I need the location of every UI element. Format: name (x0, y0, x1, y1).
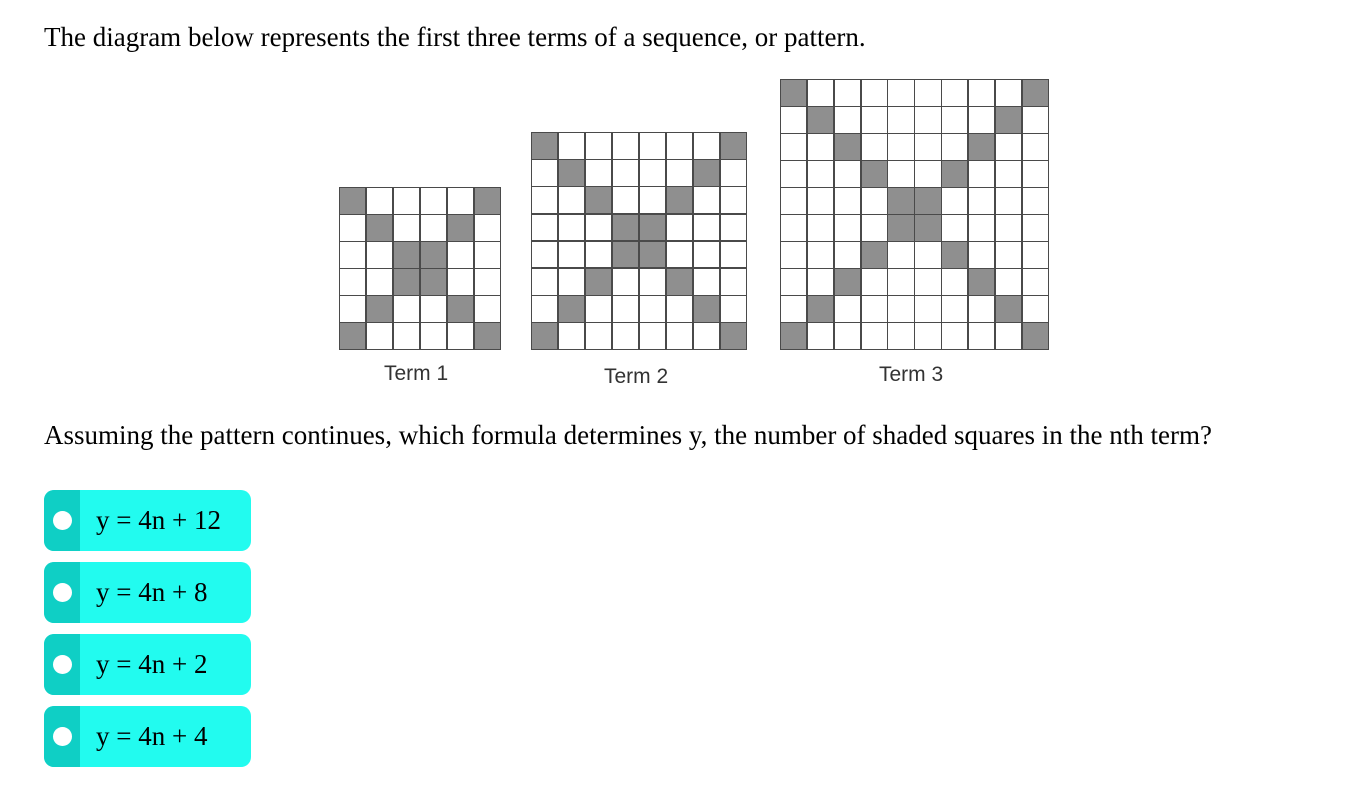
empty-square (862, 269, 887, 295)
shaded-square (694, 296, 719, 322)
empty-square (942, 107, 967, 133)
empty-square (969, 215, 994, 241)
answer-option-4[interactable] (44, 706, 251, 767)
empty-square (694, 215, 719, 241)
empty-square (969, 323, 994, 349)
shaded-square (721, 323, 746, 349)
option-label: y = 4n + 8 (96, 577, 208, 607)
radio-button[interactable] (53, 583, 72, 602)
empty-square (694, 242, 719, 268)
shaded-square (808, 296, 833, 322)
empty-square (888, 107, 913, 133)
empty-square (1023, 269, 1048, 295)
empty-square (532, 160, 557, 186)
empty-square (394, 188, 419, 214)
shaded-square (613, 242, 638, 268)
empty-square (640, 187, 665, 213)
empty-square (586, 296, 611, 322)
empty-square (613, 269, 638, 295)
question-text: Assuming the pattern continues, which formula determines y, the number of shaded squares in the nth term? (44, 420, 1212, 450)
empty-square (862, 296, 887, 322)
empty-square (475, 242, 500, 268)
answer-option-3[interactable] (44, 634, 251, 695)
empty-square (781, 269, 806, 295)
empty-square (586, 215, 611, 241)
empty-square (996, 188, 1021, 214)
empty-square (969, 188, 994, 214)
option-label: y = 4n + 2 (96, 649, 208, 679)
shaded-square (862, 161, 887, 187)
shaded-square (667, 187, 692, 213)
term-2-grid (531, 132, 747, 350)
empty-square (996, 134, 1021, 160)
empty-square (367, 188, 392, 214)
empty-square (996, 80, 1021, 106)
empty-square (969, 161, 994, 187)
radio-button[interactable] (53, 727, 72, 746)
empty-square (1023, 215, 1048, 241)
shaded-square (835, 134, 860, 160)
shaded-square (1023, 80, 1048, 106)
empty-square (915, 80, 940, 106)
empty-square (667, 242, 692, 268)
answer-option-2[interactable] (44, 562, 251, 623)
empty-square (862, 134, 887, 160)
empty-square (448, 269, 473, 295)
empty-square (559, 323, 584, 349)
empty-square (942, 188, 967, 214)
shaded-square (667, 269, 692, 295)
empty-square (667, 133, 692, 159)
empty-square (888, 242, 913, 268)
empty-square (340, 269, 365, 295)
empty-square (996, 242, 1021, 268)
empty-square (942, 134, 967, 160)
shaded-square (367, 215, 392, 241)
empty-square (835, 323, 860, 349)
empty-square (835, 242, 860, 268)
empty-square (421, 296, 446, 322)
empty-square (613, 323, 638, 349)
empty-square (613, 187, 638, 213)
empty-square (694, 269, 719, 295)
term-1-label: Term 1 (384, 362, 449, 385)
shaded-square (559, 160, 584, 186)
empty-square (721, 242, 746, 268)
answer-options (44, 490, 251, 778)
shaded-square (862, 242, 887, 268)
empty-square (721, 187, 746, 213)
empty-square (667, 296, 692, 322)
empty-square (475, 296, 500, 322)
empty-square (942, 80, 967, 106)
empty-square (942, 269, 967, 295)
empty-square (667, 323, 692, 349)
empty-square (969, 242, 994, 268)
empty-square (448, 242, 473, 268)
empty-square (448, 323, 473, 349)
shaded-square (394, 242, 419, 268)
empty-square (996, 161, 1021, 187)
empty-square (862, 323, 887, 349)
empty-square (721, 160, 746, 186)
empty-square (969, 80, 994, 106)
shaded-square (340, 323, 365, 349)
empty-square (394, 296, 419, 322)
empty-square (1023, 161, 1048, 187)
empty-square (942, 296, 967, 322)
empty-square (888, 323, 913, 349)
empty-square (835, 80, 860, 106)
shaded-square (475, 188, 500, 214)
shaded-square (942, 242, 967, 268)
empty-square (915, 242, 940, 268)
shaded-square (394, 269, 419, 295)
term-1-grid (339, 187, 501, 350)
empty-square (781, 188, 806, 214)
shaded-square (942, 161, 967, 187)
empty-square (586, 160, 611, 186)
empty-square (915, 323, 940, 349)
empty-square (532, 242, 557, 268)
empty-square (862, 80, 887, 106)
shaded-square (586, 187, 611, 213)
shaded-square (586, 269, 611, 295)
empty-square (475, 215, 500, 241)
empty-square (996, 269, 1021, 295)
empty-square (808, 188, 833, 214)
empty-square (781, 134, 806, 160)
empty-square (915, 269, 940, 295)
empty-square (559, 133, 584, 159)
empty-square (613, 160, 638, 186)
empty-square (835, 161, 860, 187)
empty-square (808, 242, 833, 268)
empty-square (559, 242, 584, 268)
empty-square (1023, 296, 1048, 322)
empty-square (808, 215, 833, 241)
shaded-square (996, 107, 1021, 133)
shaded-square (969, 134, 994, 160)
empty-square (532, 215, 557, 241)
empty-square (1023, 242, 1048, 268)
shaded-square (996, 296, 1021, 322)
empty-square (996, 215, 1021, 241)
shaded-square (367, 296, 392, 322)
shaded-square (1023, 323, 1048, 349)
shaded-square (969, 269, 994, 295)
shaded-square (613, 215, 638, 241)
empty-square (367, 269, 392, 295)
empty-square (1023, 134, 1048, 160)
empty-square (421, 215, 446, 241)
empty-square (1023, 107, 1048, 133)
empty-square (640, 296, 665, 322)
empty-square (888, 296, 913, 322)
empty-square (915, 296, 940, 322)
shaded-square (448, 215, 473, 241)
shaded-square (532, 133, 557, 159)
empty-square (888, 161, 913, 187)
empty-square (586, 242, 611, 268)
empty-square (421, 323, 446, 349)
empty-square (862, 107, 887, 133)
empty-square (888, 269, 913, 295)
empty-square (721, 215, 746, 241)
empty-square (808, 80, 833, 106)
intro-text: The diagram below represents the first three terms of a sequence, or pattern. (44, 22, 866, 52)
term-2-label: Term 2 (604, 365, 669, 388)
empty-square (996, 323, 1021, 349)
shaded-square (781, 80, 806, 106)
empty-square (586, 323, 611, 349)
shaded-square (721, 133, 746, 159)
empty-square (808, 134, 833, 160)
empty-square (915, 134, 940, 160)
empty-square (340, 296, 365, 322)
term-3-grid (780, 79, 1049, 350)
empty-square (942, 323, 967, 349)
radio-button[interactable] (53, 655, 72, 674)
empty-square (367, 242, 392, 268)
empty-square (640, 160, 665, 186)
empty-square (367, 323, 392, 349)
empty-square (942, 215, 967, 241)
empty-square (808, 269, 833, 295)
shaded-square (421, 269, 446, 295)
shaded-square (640, 242, 665, 268)
empty-square (781, 215, 806, 241)
empty-square (781, 107, 806, 133)
empty-square (808, 323, 833, 349)
empty-square (808, 161, 833, 187)
empty-square (559, 215, 584, 241)
radio-button[interactable] (53, 511, 72, 530)
shaded-square (888, 188, 913, 214)
empty-square (532, 296, 557, 322)
empty-square (835, 296, 860, 322)
empty-square (613, 296, 638, 322)
empty-square (888, 134, 913, 160)
empty-square (340, 215, 365, 241)
empty-square (835, 107, 860, 133)
shaded-square (475, 323, 500, 349)
empty-square (694, 323, 719, 349)
empty-square (559, 187, 584, 213)
shaded-square (640, 215, 665, 241)
empty-square (888, 80, 913, 106)
shaded-square (340, 188, 365, 214)
empty-square (721, 269, 746, 295)
empty-square (586, 133, 611, 159)
shaded-square (915, 215, 940, 241)
option-label: y = 4n + 12 (96, 505, 221, 535)
answer-option-1[interactable] (44, 490, 251, 551)
option-label: y = 4n + 4 (96, 721, 208, 751)
empty-square (613, 133, 638, 159)
empty-square (969, 296, 994, 322)
shaded-square (915, 188, 940, 214)
empty-square (667, 160, 692, 186)
empty-square (915, 161, 940, 187)
shaded-square (694, 160, 719, 186)
empty-square (781, 296, 806, 322)
shaded-square (421, 242, 446, 268)
empty-square (340, 242, 365, 268)
empty-square (781, 242, 806, 268)
empty-square (835, 215, 860, 241)
empty-square (721, 296, 746, 322)
empty-square (421, 188, 446, 214)
empty-square (1023, 188, 1048, 214)
empty-square (640, 133, 665, 159)
empty-square (862, 188, 887, 214)
empty-square (915, 107, 940, 133)
shaded-square (448, 296, 473, 322)
empty-square (667, 215, 692, 241)
shaded-square (808, 107, 833, 133)
shaded-square (559, 296, 584, 322)
empty-square (640, 269, 665, 295)
term-3-label: Term 3 (879, 363, 944, 386)
shaded-square (532, 323, 557, 349)
shaded-square (781, 323, 806, 349)
empty-square (559, 269, 584, 295)
empty-square (694, 187, 719, 213)
shaded-square (888, 215, 913, 241)
empty-square (532, 187, 557, 213)
empty-square (394, 215, 419, 241)
empty-square (781, 161, 806, 187)
empty-square (448, 188, 473, 214)
empty-square (694, 133, 719, 159)
shaded-square (835, 269, 860, 295)
empty-square (862, 215, 887, 241)
empty-square (640, 323, 665, 349)
empty-square (835, 188, 860, 214)
empty-square (394, 323, 419, 349)
empty-square (532, 269, 557, 295)
empty-square (969, 107, 994, 133)
empty-square (475, 269, 500, 295)
